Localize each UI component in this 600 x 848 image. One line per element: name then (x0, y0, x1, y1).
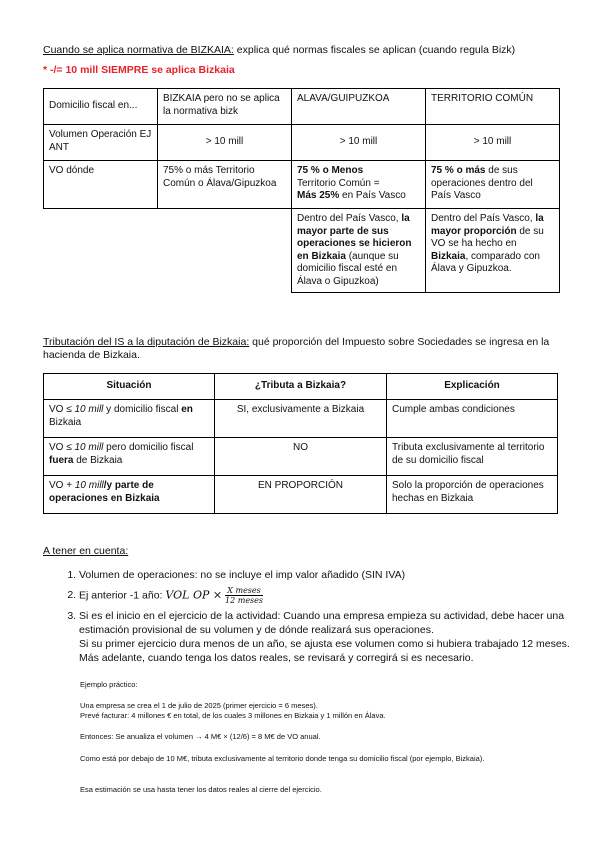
table-cell: Volumen Operación EJ ANT (44, 125, 158, 161)
table-row (44, 400, 558, 438)
list-item (79, 586, 589, 605)
bold-text: Más 25% (297, 190, 340, 201)
text: VO + (49, 480, 75, 491)
italic-text: 10 mill (74, 442, 104, 453)
table-cell (426, 161, 560, 209)
text: , comparado con Álava y Gipuzkoa. (431, 250, 540, 274)
text: Territorio Común = (297, 177, 380, 189)
example-line: Entonces: Se anualiza el volumen → 4 M€ × (12/6) = 8 M€ de VO anual. (80, 732, 321, 741)
bold-text: la mayor parte de sus operaciones se hicieron en Bizkaia (297, 213, 412, 262)
table-cell (44, 438, 215, 476)
example-line: Como está por debajo de 10 M€, tributa exclusivamente al territorio donde tenga su domicilio fiscal (por ejemplo, Bizkaia). (80, 754, 485, 763)
text: Si es el inicio en el ejercicio de la actividad: Cuando una empresa empieza su actividad, debe hacer una estimación provisional de su volumen y de dónde realizará sus operaciones. (79, 610, 565, 636)
table-header-cell: Situación (44, 374, 215, 400)
bold-text: 75 % o más (431, 165, 486, 176)
list-item (79, 609, 589, 665)
table-cell: > 10 mill (292, 125, 426, 161)
section1-heading (43, 44, 563, 57)
example-line: Una empresa se crea el 1 de julio de 2025 (primer ejercicio = 6 meses). (80, 701, 318, 710)
table-cell (292, 161, 426, 209)
section2-heading-title: Tributación del IS a la diputación de Bizkaia: (43, 336, 250, 348)
table-cell: Tributa exclusivamente al territorio de su domicilio fiscal (387, 438, 558, 476)
table-header-cell: ALAVA/GUIPUZKOA (292, 89, 426, 125)
text: VO ≤ (49, 442, 75, 453)
text: Dentro del País Vasco, (431, 213, 536, 224)
table-cell: > 10 mill (158, 125, 292, 161)
text: de sus operaciones dentro del País Vasco (431, 165, 533, 201)
table-header-cell: ¿Tributa a Bizkaia? (215, 374, 387, 400)
section1-heading-desc: explica qué normas fiscales se aplican (cuando regula Bizk) (233, 44, 516, 56)
table-header-cell: BIZKAIA pero no se aplica la normativa bizk (158, 89, 292, 125)
example-line: Esa estimación se usa hasta tener los datos reales al cierre del ejercicio. (80, 785, 322, 794)
italic-text: 10 mill (74, 404, 104, 415)
text: Dentro del País Vasco, (297, 213, 402, 224)
text: (aunque su domicilio fiscal esté en Álava o Gipuzkoa) (297, 250, 399, 287)
text: de Bizkaia (73, 454, 123, 466)
notes-title: A tener en cuenta: (43, 545, 129, 557)
table-row (44, 438, 558, 476)
section1-rule: * -/= 10 mill SIEMPRE se aplica Bizkaia (43, 64, 235, 76)
table-cell (426, 209, 560, 293)
bold-text: Bizkaia (431, 250, 466, 262)
table-row (44, 374, 558, 400)
example-title: Ejemplo práctico: (80, 680, 138, 689)
table-cell: NO (215, 438, 387, 476)
table-cell: EN PROPORCIÓN (215, 476, 387, 514)
bold-text: fuera (49, 454, 74, 466)
tributacion-table (43, 373, 558, 514)
table-cell: Solo la proporción de operaciones hechas en Bizkaia (387, 476, 558, 514)
list-item: 1. Volumen de operaciones: no se incluye el imp valor añadido (SIN IVA) (79, 568, 589, 582)
text: Si su primer ejercicio dura menos de un año, se ajusta ese volumen como si hubiera trabajado 12 meses. Más adelante, cuando tenga los datos reales, se revisará y corregirá si es necesario. (79, 638, 570, 664)
text: pero domicilio fiscal (103, 442, 194, 453)
table-row (44, 209, 560, 293)
fraction-numerator: X meses (225, 586, 263, 596)
text: VO ≤ (49, 404, 75, 415)
formula-fraction (225, 586, 263, 605)
table-row (44, 89, 560, 125)
table-cell (44, 476, 215, 514)
table-row (44, 125, 560, 161)
table-cell: Cumple ambas condiciones (387, 400, 558, 438)
table-header-cell: TERRITORIO COMÚN (426, 89, 560, 125)
empty-cell (44, 209, 158, 293)
table-cell: > 10 mill (426, 125, 560, 161)
table-header-cell: Explicación (387, 374, 558, 400)
text: en País Vasco (339, 190, 406, 201)
table-cell (44, 400, 215, 438)
table-row (44, 161, 560, 209)
italic-text: 10 mill (74, 480, 104, 491)
section1-heading-title: Cuando se aplica normativa de BIZKAIA: (43, 44, 234, 56)
bold-text: la mayor proporción (431, 213, 544, 237)
table-header-cell: Domicilio fiscal en... (44, 89, 158, 125)
section2-heading (43, 336, 558, 362)
text: y domicilio fiscal (103, 404, 182, 415)
table-row (44, 476, 558, 514)
normativa-table (43, 88, 560, 293)
table-cell: SI, exclusivamente a Bizkaia (215, 400, 387, 438)
bold-text: /y parte de operaciones en Bizkaia (49, 480, 160, 504)
section2-heading-desc: qué proporción del Impuesto sobre Sociedades se ingresa en la hacienda de Bizkaia. (43, 336, 550, 361)
text: de su VO se ha hecho en (431, 225, 544, 249)
fraction-denominator: 12 meses (225, 596, 264, 605)
text: Ej anterior -1 año: (79, 589, 166, 602)
table-cell (292, 209, 426, 293)
example-line: Prevé facturar: 4 millones € en total, de los cuales 3 millones en Bizkaia y 1 millón en Álava. (80, 711, 386, 720)
empty-cell (158, 209, 292, 293)
table-cell: 75% o más Territorio Común o Álava/Gipuzkoa (158, 161, 292, 209)
formula-text: VOL OP × (165, 588, 223, 602)
bold-text: 75 % o Menos (297, 165, 364, 176)
notes-list (43, 558, 589, 669)
table-cell: VO dónde (44, 161, 158, 209)
bold-text: en (181, 404, 193, 415)
text: Bizkaia (49, 416, 82, 428)
